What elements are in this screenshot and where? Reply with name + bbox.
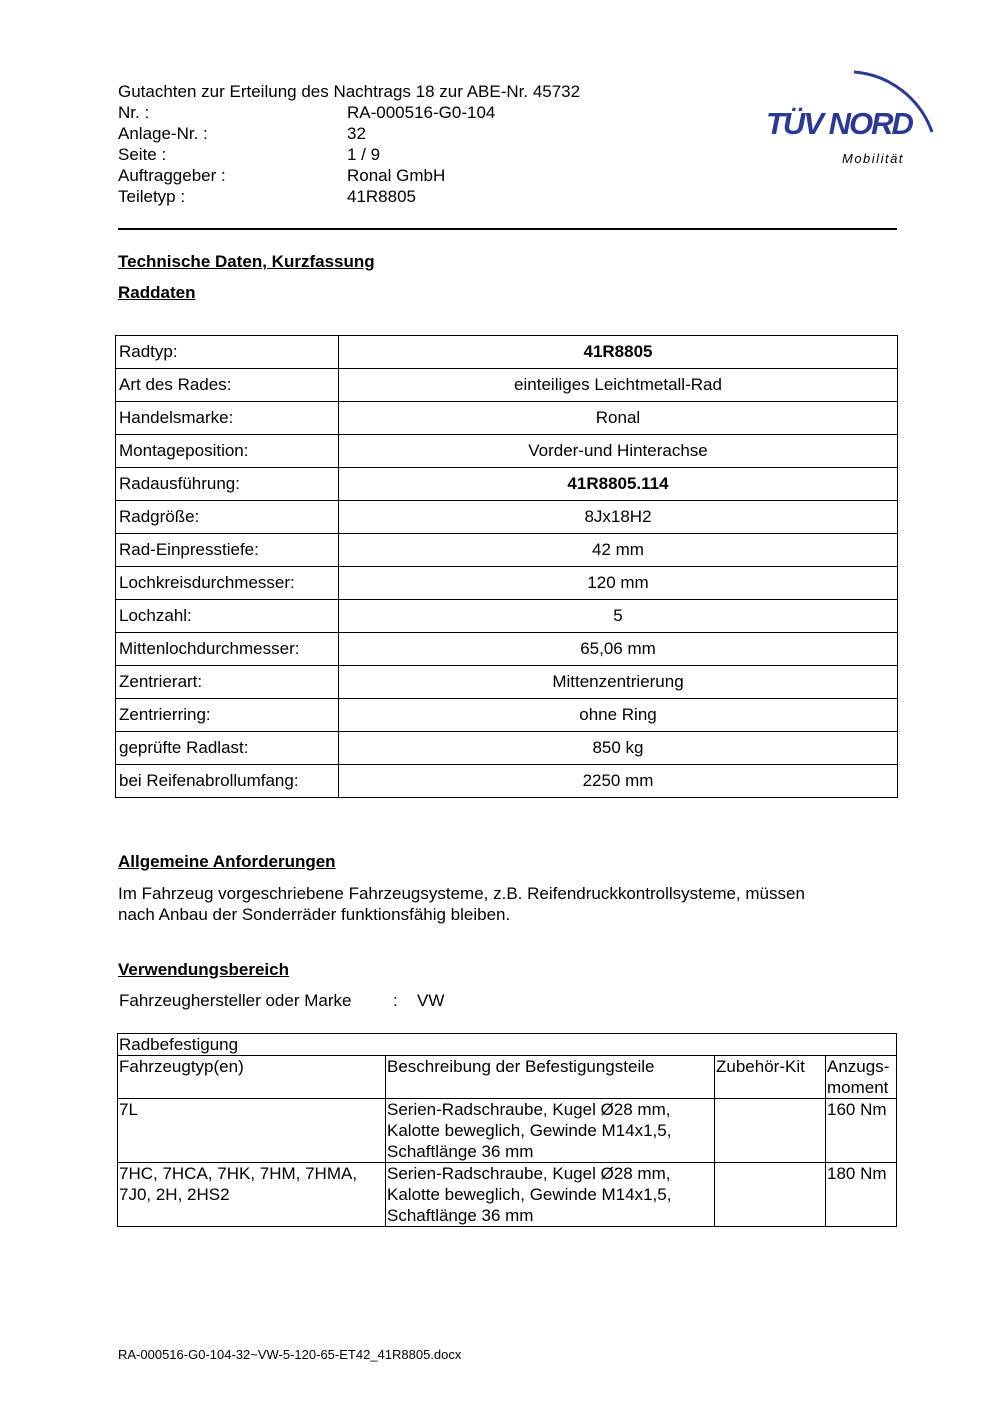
table-row <box>118 1163 897 1227</box>
table-row <box>116 336 898 369</box>
row-value: einteiliges Leichtmetall-Rad <box>339 369 898 402</box>
section-heading-technische-daten: Technische Daten, Kurzfassung <box>118 252 375 271</box>
header-value: Ronal GmbH <box>347 166 446 185</box>
table-row <box>116 534 898 567</box>
cell-line: Kalotte beweglich, Gewinde M14x1,5, <box>387 1185 672 1204</box>
wheel-data-table <box>115 335 898 798</box>
row-value: 850 kg <box>339 732 898 765</box>
cell-description <box>386 1163 715 1227</box>
header-row-teiletyp <box>118 186 417 207</box>
table-row <box>116 600 898 633</box>
header-value: 32 <box>347 124 366 143</box>
table-row <box>118 1034 897 1056</box>
table-row <box>116 468 898 501</box>
table-row <box>116 435 898 468</box>
table-row <box>116 402 898 435</box>
row-value: Ronal <box>339 402 898 435</box>
cell-line: Serien-Radschraube, Kugel Ø28 mm, <box>387 1164 671 1183</box>
row-value: 5 <box>339 600 898 633</box>
row-label: geprüfte Radlast: <box>116 732 339 765</box>
col-header-description: Beschreibung der Befestigungsteile <box>386 1056 715 1099</box>
header-value: RA-000516-G0-104 <box>347 103 496 122</box>
row-label: Radgröße: <box>116 501 339 534</box>
row-label: Handelsmarke: <box>116 402 339 435</box>
row-value: 42 mm <box>339 534 898 567</box>
header-label: Teiletyp : <box>118 187 186 206</box>
row-label: bei Reifenabrollumfang: <box>116 765 339 798</box>
header-divider <box>118 228 897 230</box>
header-label: Nr. : <box>118 103 150 122</box>
cell-kit <box>715 1099 826 1163</box>
row-label: Zentrierart: <box>116 666 339 699</box>
header-row-auftraggeber <box>118 165 446 186</box>
table-row <box>116 666 898 699</box>
cell-line: Schaftlänge 36 mm <box>387 1206 534 1225</box>
logo-subtitle: Mobilität <box>842 151 904 166</box>
cell-line: Schaftlänge 36 mm <box>387 1142 534 1161</box>
table-row <box>116 633 898 666</box>
cell-line: 7HC, 7HCA, 7HK, 7HM, 7HMA, <box>119 1164 358 1183</box>
table-row <box>116 765 898 798</box>
vehicle-maker-line <box>119 991 351 1011</box>
header-row-anlage <box>118 123 366 144</box>
header-row-seite <box>118 144 381 165</box>
row-value: 65,06 mm <box>339 633 898 666</box>
cell-line: Serien-Radschraube, Kugel Ø28 mm, <box>387 1100 671 1119</box>
row-value: 8Jx18H2 <box>339 501 898 534</box>
row-label: Radausführung: <box>116 468 339 501</box>
maker-separator: : <box>393 991 398 1010</box>
header-row-nr <box>118 102 496 123</box>
row-label: Lochzahl: <box>116 600 339 633</box>
logo-brand: TÜV NORD <box>766 106 912 141</box>
header-line: moment <box>827 1078 889 1097</box>
row-label: Radtyp: <box>116 336 339 369</box>
tuv-nord-logo <box>766 58 941 173</box>
row-label: Art des Rades: <box>116 369 339 402</box>
header-label: Seite : <box>118 145 167 164</box>
table-row <box>116 567 898 600</box>
requirements-paragraph <box>118 883 888 925</box>
row-value: Mittenzentrierung <box>339 666 898 699</box>
paragraph-line: nach Anbau der Sonderräder funktionsfähig bleiben. <box>118 905 511 924</box>
cell-line: Kalotte beweglich, Gewinde M14x1,5, <box>387 1121 672 1140</box>
fitting-table <box>117 1033 897 1227</box>
row-value: 120 mm <box>339 567 898 600</box>
cell-kit <box>715 1163 826 1227</box>
col-header-types: Fahrzeugtyp(en) <box>118 1056 386 1099</box>
row-value: 41R8805 <box>339 336 898 369</box>
header-value: 41R8805 <box>347 187 417 206</box>
table-header-row <box>118 1056 897 1099</box>
maker-value: VW <box>417 991 445 1010</box>
row-value: 41R8805.114 <box>339 468 898 501</box>
report-title: Gutachten zur Erteilung des Nachtrags 18 zur ABE-Nr. 45732 <box>118 82 581 101</box>
cell-torque: 160 Nm <box>826 1099 897 1163</box>
row-label: Lochkreisdurchmesser: <box>116 567 339 600</box>
row-value: ohne Ring <box>339 699 898 732</box>
row-label: Montageposition: <box>116 435 339 468</box>
row-value: Vorder-und Hinterachse <box>339 435 898 468</box>
cell-line: 7J0, 2H, 2HS2 <box>119 1185 230 1204</box>
col-header-torque <box>826 1056 897 1099</box>
row-label: Mittenlochdurchmesser: <box>116 633 339 666</box>
table-row <box>116 732 898 765</box>
row-value: 2250 mm <box>339 765 898 798</box>
table-row <box>116 369 898 402</box>
section-heading-anforderungen: Allgemeine Anforderungen <box>118 852 336 871</box>
footer-filename: RA-000516-G0-104-32~VW-5-120-65-ET42_41R8805.docx <box>118 1347 462 1362</box>
header-label: Auftraggeber : <box>118 166 226 185</box>
table-row <box>118 1099 897 1163</box>
table-row <box>116 501 898 534</box>
section-heading-verwendungsbereich: Verwendungsbereich <box>118 960 289 979</box>
table-title: Radbefestigung <box>118 1034 897 1056</box>
table-row <box>116 699 898 732</box>
cell-torque: 180 Nm <box>826 1163 897 1227</box>
header-value: 1 / 9 <box>347 145 381 164</box>
cell-types <box>118 1163 386 1227</box>
cell-description <box>386 1099 715 1163</box>
row-label: Zentrierring: <box>116 699 339 732</box>
paragraph-line: Im Fahrzeug vorgeschriebene Fahrzeugsysteme, z.B. Reifendruckkontrollsysteme, müssen <box>118 884 805 903</box>
row-label: Rad-Einpresstiefe: <box>116 534 339 567</box>
col-header-kit: Zubehör-Kit <box>715 1056 826 1099</box>
header-label: Anlage-Nr. : <box>118 124 208 143</box>
cell-line: 7L <box>119 1100 138 1119</box>
header-line: Anzugs- <box>827 1057 890 1076</box>
maker-label: Fahrzeughersteller oder Marke <box>119 991 352 1010</box>
section-subheading-raddaten: Raddaten <box>118 283 196 302</box>
cell-types <box>118 1099 386 1163</box>
